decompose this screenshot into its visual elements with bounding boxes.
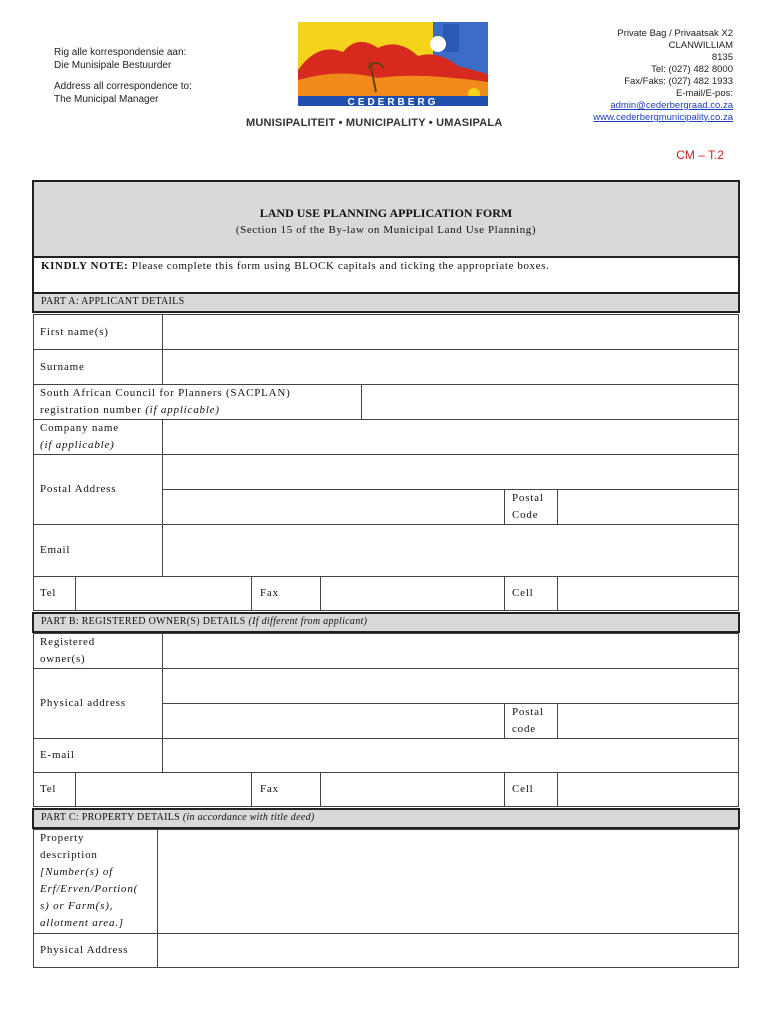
owner-postal-code-line1: Postal (512, 706, 544, 718)
surname-field[interactable] (162, 349, 739, 385)
owner-postal-code-field[interactable] (557, 703, 739, 739)
postal-code-label-cell (504, 489, 558, 525)
part-b-heading (32, 612, 740, 633)
owner-postal-code-label-cell (504, 703, 558, 739)
contact-fax: Fax/Faks: (027) 482 1933 (624, 76, 733, 87)
cederberg-logo (298, 22, 488, 112)
company-field[interactable] (162, 419, 739, 455)
form-reference: CM – T.2 (676, 148, 724, 162)
postal-address-field-2[interactable] (162, 489, 505, 525)
owner-label-line2: owner(s) (40, 653, 86, 665)
postal-code-label-line2: Code (512, 509, 539, 521)
form-title: LAND USE PLANNING APPLICATION FORM (259, 206, 513, 220)
email-label-cell (33, 524, 163, 577)
sacplan-label-italic: (if applicable) (145, 404, 220, 416)
sacplan-label-line2: registration number (40, 404, 146, 416)
logo-text: CEDERBERG (347, 97, 439, 108)
sacplan-label-cell (33, 384, 362, 420)
part-b-heading-italic: (If different from applicant) (248, 616, 368, 627)
sacplan-label-line1: South African Council for Planners (SACPLAN) (40, 387, 291, 399)
part-a-heading (32, 292, 740, 313)
owner-tel-label: Tel (40, 783, 57, 795)
owner-fax-label-cell (251, 772, 321, 807)
property-desc-line6: allotment area.] (40, 917, 124, 929)
owner-email-label-cell (33, 738, 163, 773)
contact-line3: 8135 (711, 52, 733, 63)
contact-tel: Tel: (027) 482 8000 (651, 64, 733, 75)
owner-field[interactable] (162, 633, 739, 669)
owner-cell-label-cell (504, 772, 558, 807)
correspondence-afrikaans (54, 46, 186, 72)
fax-label-cell (251, 576, 321, 611)
part-b-heading-text: PART B: REGISTERED OWNER(S) DETAILS (41, 616, 249, 627)
owner-cell-label: Cell (512, 783, 534, 795)
company-label-line2: (if applicable) (40, 439, 115, 451)
contact-line2: CLANWILLIAM (668, 40, 733, 51)
postal-address-field-1[interactable] (162, 454, 739, 490)
contact-website-link[interactable]: www.cederbergmunicipality.co.za (593, 112, 733, 123)
fax-field[interactable] (320, 576, 505, 611)
physical-address-field-1[interactable] (162, 668, 739, 704)
contact-email-label: E-mail/E-pos: (675, 88, 733, 99)
first-names-field[interactable] (162, 314, 739, 350)
tel-label-cell (33, 576, 76, 611)
owner-label-cell (33, 633, 163, 669)
email-field[interactable] (162, 524, 739, 577)
property-address-label: Physical Address (40, 944, 129, 956)
owner-label-line1: Registered (40, 636, 96, 648)
first-names-label: First name(s) (40, 326, 109, 338)
cell-field[interactable] (557, 576, 739, 611)
property-desc-line1: Property (40, 832, 85, 844)
fax-label: Fax (260, 587, 279, 599)
property-description-field[interactable] (157, 829, 739, 934)
municipality-tagline: MUNISIPALITEIT • MUNICIPALITY • UMASIPALA (246, 117, 503, 129)
part-c-heading-italic: (in accordance with title deed) (182, 812, 315, 823)
surname-label-cell (33, 349, 163, 385)
note-bold: KINDLY NOTE: (41, 260, 129, 272)
postal-address-label: Postal Address (40, 483, 117, 495)
note-text: Please complete this form using BLOCK capitals and ticking the appropriate boxes. (128, 260, 550, 272)
kindly-note (32, 254, 740, 294)
postal-address-label-cell (33, 454, 163, 525)
owner-fax-field[interactable] (320, 772, 505, 807)
owner-postal-code-line2: code (512, 723, 536, 735)
part-a-heading-text: PART A: APPLICANT DETAILS (41, 296, 185, 307)
owner-tel-field[interactable] (75, 772, 252, 807)
company-label-cell (33, 419, 163, 455)
owner-fax-label: Fax (260, 783, 279, 795)
correspondence-af-line1: Rig alle korrespondensie aan: (54, 47, 187, 58)
contact-line1: Private Bag / Privaatsak X2 (617, 28, 733, 39)
property-address-label-cell (33, 933, 158, 968)
correspondence-en-line1: Address all correspondence to: (54, 81, 192, 92)
tel-field[interactable] (75, 576, 252, 611)
physical-address-field-2[interactable] (162, 703, 505, 739)
correspondence-english (54, 80, 192, 106)
physical-address-label: Physical address (40, 697, 126, 709)
cell-label-cell (504, 576, 558, 611)
part-c-heading-text: PART C: PROPERTY DETAILS (41, 812, 183, 823)
property-desc-line2: description (40, 849, 98, 861)
surname-label: Surname (40, 361, 85, 373)
correspondence-en-line2: The Municipal Manager (54, 94, 159, 105)
company-label-line1: Company name (40, 422, 119, 434)
contact-block (533, 28, 733, 124)
contact-email-link[interactable]: admin@cederbergraad.co.za (610, 100, 733, 111)
correspondence-af-line2: Die Munisipale Bestuurder (54, 60, 172, 71)
property-desc-line4: Erf/Erven/Portion( (40, 883, 139, 895)
owner-email-field[interactable] (162, 738, 739, 773)
property-description-label-cell (33, 829, 158, 934)
owner-tel-label-cell (33, 772, 76, 807)
postal-code-label-line1: Postal (512, 492, 544, 504)
physical-address-label-cell (33, 668, 163, 739)
email-label: Email (40, 544, 71, 556)
owner-email-label: E-mail (40, 749, 75, 761)
property-desc-line5: s) or Farm(s), (40, 900, 114, 912)
property-address-field[interactable] (157, 933, 739, 968)
logo-sun (430, 36, 446, 52)
form-subtitle: (Section 15 of the By-law on Municipal Land Use Planning) (235, 224, 537, 236)
part-c-heading (32, 808, 740, 829)
owner-cell-field[interactable] (557, 772, 739, 807)
tel-label: Tel (40, 587, 57, 599)
form-title-box (32, 180, 740, 258)
cell-label: Cell (512, 587, 534, 599)
first-names-label-cell (33, 314, 163, 350)
postal-code-field[interactable] (557, 489, 739, 525)
sacplan-field[interactable] (361, 384, 739, 420)
property-desc-line3: [Number(s) of (40, 866, 114, 878)
